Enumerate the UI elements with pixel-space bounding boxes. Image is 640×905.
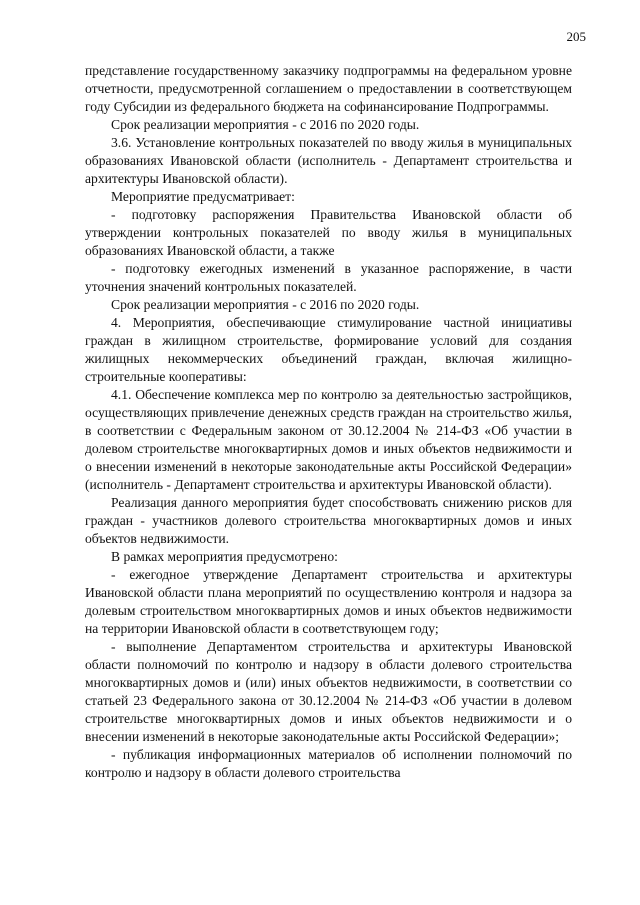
paragraph-5: - подготовку распоряжения Правительства Ивановской области об утверждении контрольных показателей по вводу жилья в муниципальных образованиях Ивановской области, а также	[85, 207, 572, 258]
paragraph-9: 4.1. Обеспечение комплекса мер по контролю за деятельностью застройщиков, осуществляющих привлечение денежных средств граждан на строительство жилья, в соответствии с Федеральным законом от 30.12.2004 № 214-ФЗ «Об участии в долевом строительстве многоквартирных домов и иных объектов недвижимости и о внесении изменений в некоторые законодательные акты Российской Федерации» (исполнитель - Департамент строительства и архитектуры Ивановской области).	[85, 387, 572, 492]
paragraph-10: Реализация данного мероприятия будет способствовать снижению рисков для граждан - участников долевого строительства многоквартирных домов и иных объектов недвижимости.	[85, 495, 572, 546]
paragraph-13: - выполнение Департаментом строительства и архитектуры Ивановской области полномочий по контролю и надзору в области долевого строительства многоквартирных домов и (или) иных объектов недвижимости, в соответствии со статьей 23 Федерального закона от 30.12.2004 № 214-ФЗ «Об участии в долевом строительстве многоквартирных домов и иных объектов недвижимости и о внесении изменений в некоторые законодательные акты Российской Федерации»;	[85, 639, 572, 744]
document-body	[85, 62, 572, 782]
paragraph-4: Мероприятие предусматривает:	[111, 189, 295, 204]
paragraph-3: 3.6. Установление контрольных показателей по вводу жилья в муниципальных образованиях Ивановской области (исполнитель - Департамент строительства и архитектуры Ивановской области).	[85, 135, 572, 186]
paragraph-12: - ежегодное утверждение Департамент строительства и архитектуры Ивановской области плана мероприятий по осуществлению контроля и надзора за долевым строительством многоквартирных домов и иных объектов недвижимости на территории Ивановской области в соответствующем году;	[85, 567, 572, 636]
paragraph-8: 4. Мероприятия, обеспечивающие стимулирование частной инициативы граждан в жилищном строительстве, формирование условий для создания жилищных некоммерческих объединений граждан, включая жилищно-строительные кооперативы:	[85, 315, 572, 384]
paragraph-1: представление государственному заказчику подпрограммы на федеральном уровне отчетности, предусмотренной соглашением о предоставлении в соответствующем году Субсидии из федерального бюджета на софинансирование Подпрограммы.	[85, 63, 572, 114]
paragraph-7: Срок реализации мероприятия - с 2016 по 2020 годы.	[111, 297, 420, 312]
paragraph-11: В рамках мероприятия предусмотрено:	[111, 549, 338, 564]
page-number: 205	[566, 29, 586, 44]
paragraph-2: Срок реализации мероприятия - с 2016 по 2020 годы.	[111, 117, 420, 132]
paragraph-14: - публикация информационных материалов об исполнении полномочий по контролю и надзору в области долевого строительства	[85, 747, 572, 780]
paragraph-6: - подготовку ежегодных изменений в указанное распоряжение, в части уточнения значений контрольных показателей.	[85, 261, 572, 294]
